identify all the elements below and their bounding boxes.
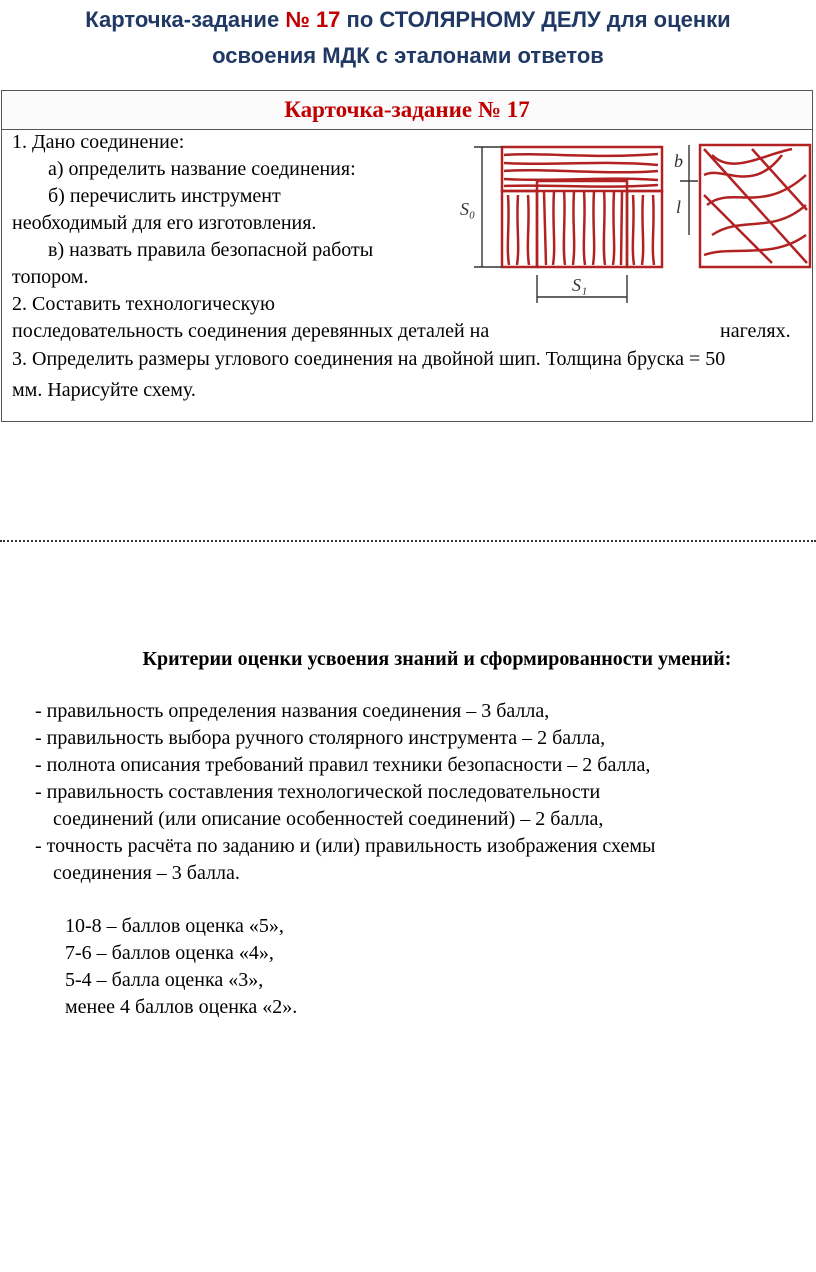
title-text: Карточка-задание	[85, 7, 286, 32]
criteria-item-5: - точность расчёта по заданию и (или) правильность изображения схемы	[35, 835, 656, 857]
criteria-item-3: - полнота описания требований правил техники безопасности – 2 балла,	[35, 754, 651, 776]
grade-line-4: менее 4 баллов оценка «2».	[65, 996, 298, 1018]
page-title-line-2: освоения МДК с эталонами ответов	[212, 43, 604, 68]
task-line-11: мм. Нарисуйте схему.	[12, 379, 196, 401]
criteria-item-5-cont: соединения – 3 балла.	[53, 862, 240, 884]
task-line-3: б) перечислить инструмент	[48, 185, 281, 207]
criteria-item-4: - правильность составления технологической последовательности	[35, 781, 601, 803]
label-s1: S₁	[572, 275, 588, 295]
label-l: l	[676, 197, 682, 217]
title-number: № 17	[285, 7, 341, 32]
grade-line-2: 7-6 – баллов оценка «4»,	[65, 942, 274, 964]
task-line-1: 1. Дано соединение:	[12, 131, 185, 153]
task-line-8: последовательность соединения деревянных деталей на	[12, 320, 490, 342]
task-line-4: необходимый для его изготовления.	[12, 212, 317, 234]
label-s0: S₀	[460, 199, 476, 219]
card-heading: Карточка-задание № 17	[2, 91, 812, 130]
criteria-item-2: - правильность выбора ручного столярного инструмента – 2 балла,	[35, 727, 606, 749]
task-line-6: топором.	[12, 266, 89, 288]
page-title	[0, 2, 816, 74]
joint-diagram	[452, 135, 812, 315]
grade-line-3: 5-4 – балла оценка «3»,	[65, 969, 264, 991]
task-card	[1, 90, 813, 422]
task-line-10: 3. Определить размеры углового соединения на двойной шип. Толщина бруска = 50	[12, 348, 726, 370]
task-line-7: 2. Составить технологическую	[12, 293, 275, 315]
criteria-item-4-cont: соединений (или описание особенностей соединений) – 2 балла,	[53, 808, 604, 830]
page-title-line-1	[0, 2, 816, 38]
title-text-cont: по СТОЛЯРНОМУ ДЕЛУ для оценки	[340, 7, 731, 32]
task-line-5: в) назвать правила безопасной работы	[48, 239, 374, 261]
label-b: b	[674, 151, 683, 171]
dotted-divider	[0, 540, 816, 542]
criteria-item-1: - правильность определения названия соединения – 3 балла,	[35, 700, 550, 722]
task-line-2: а) определить название соединения:	[48, 158, 356, 180]
grade-line-1: 10-8 – баллов оценка «5»,	[65, 915, 284, 937]
criteria-heading: Критерии оценки усвоения знаний и сформированности умений:	[142, 648, 732, 670]
task-line-9: нагелях.	[720, 320, 791, 342]
